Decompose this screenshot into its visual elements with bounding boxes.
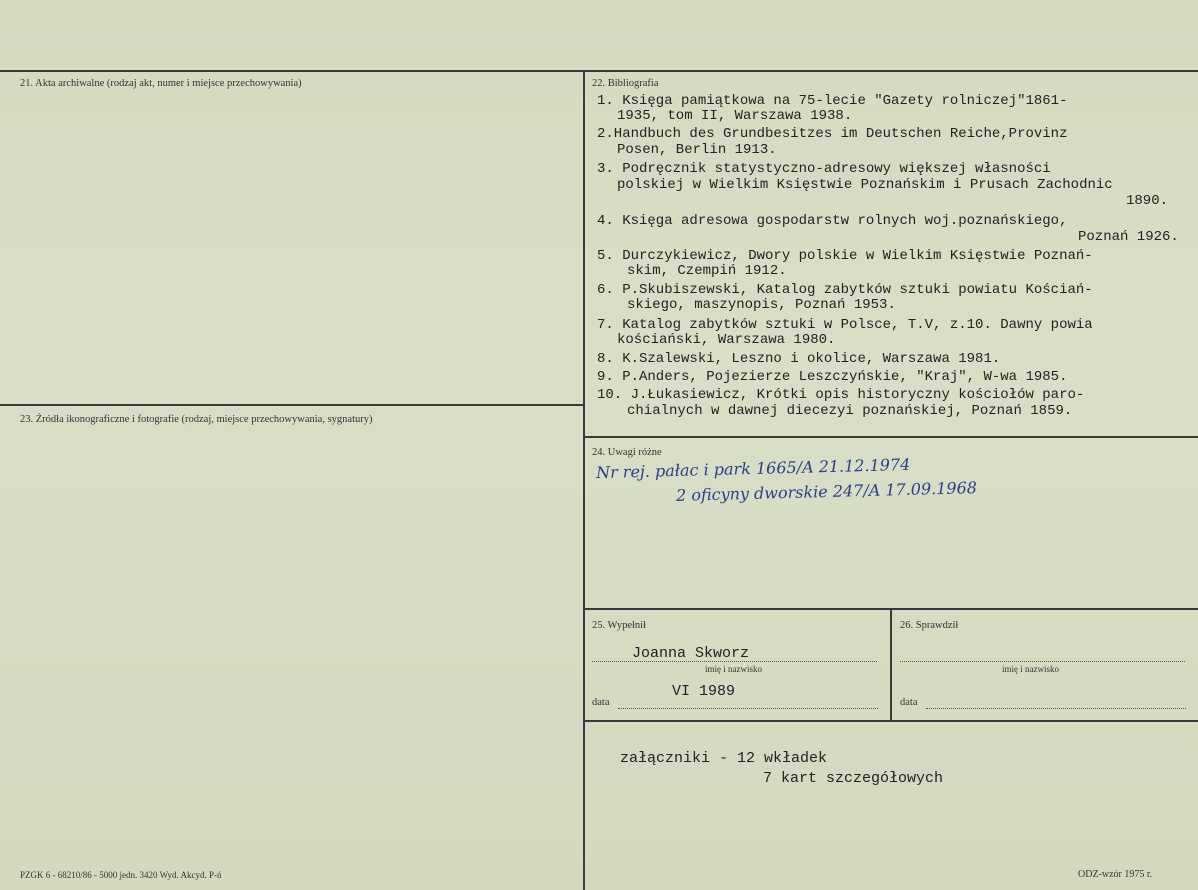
handwritten-note: 2 oficyny dworskie 247/A 17.09.1968 [675, 478, 978, 505]
rule-22-24 [583, 436, 1198, 438]
bib-line: 1935, tom II, Warszawa 1938. [617, 108, 853, 124]
name-caption: imię i nazwisko [705, 664, 762, 674]
divider-25-26 [890, 608, 892, 720]
section-26-label: 26. Sprawdził [900, 620, 959, 631]
date-dotted-line [618, 708, 878, 709]
bib-line: chialnych w dawnej diecezyi poznańskiej, Poznań 1859. [627, 403, 1073, 419]
attachments-line-1: załączniki - 12 wkładek [620, 750, 828, 767]
bib-line: 1890. [1126, 193, 1169, 209]
bib-line: 3. Podręcznik statystyczno-adresowy większej własności [597, 161, 1051, 177]
section-24-label: 24. Uwagi różne [592, 447, 662, 458]
handwritten-note: Nr rej. pałac i park 1665/A 21.12.1974 [595, 454, 911, 483]
bib-line: Posen, Berlin 1913. [617, 142, 777, 158]
bib-line: Poznań 1926. [1078, 229, 1179, 245]
top-rule [0, 70, 1198, 72]
attachments-line-2: 7 kart szczegółowych [763, 770, 944, 787]
footer-print-info: PZGK 6 - 68210/86 - 5000 jedn. 3420 Wyd. Akcyd. P-ń [20, 870, 222, 880]
bib-line: 6. P.Skubiszewski, Katalog zabytków sztuki powiatu Kościań- [597, 282, 1093, 298]
filled-date: VI 1989 [672, 683, 736, 700]
rule-21-23 [0, 404, 583, 406]
section-23-label: 23. Źródła ikonograficzne i fotografie (rodzaj, miejsce przechowywania, sygnatury) [20, 414, 373, 425]
name-dotted-line [592, 661, 877, 662]
checker-name-dotted-line [900, 661, 1185, 662]
bib-line: 7. Katalog zabytków sztuki w Polsce, T.V, z.10. Dawny powia [597, 317, 1093, 333]
bib-line: polskiej w Wielkim Księstwie Poznańskim i Prusach Zachodnic [617, 177, 1113, 193]
filled-by-name: Joanna Skworz [632, 645, 750, 662]
bib-line: 10. J.Łukasiewicz, Krótki opis historyczny kościołów paro- [597, 387, 1085, 403]
section-25-label: 25. Wypełnił [592, 620, 647, 631]
rule-25-attachments [583, 720, 1198, 722]
checker-date-label: data [900, 697, 918, 708]
section-22-label: 22. Bibliografia [592, 78, 659, 89]
bib-line: 8. K.Szalewski, Leszno i okolice, Warszawa 1981. [597, 351, 1001, 367]
bib-line: skim, Czempiń 1912. [627, 263, 787, 279]
center-divider [583, 70, 585, 890]
bib-line: 5. Durczykiewicz, Dwory polskie w Wielkim Księstwie Poznań- [597, 248, 1093, 264]
checker-date-dotted-line [926, 708, 1186, 709]
checker-name-caption: imię i nazwisko [1002, 664, 1059, 674]
bib-line: 9. P.Anders, Pojezierze Leszczyńskie, "Kraj", W-wa 1985. [597, 369, 1068, 385]
bib-line: 1. Księga pamiątkowa na 75-lecie "Gazety rolniczej"1861- [597, 93, 1068, 109]
section-21-label: 21. Akta archiwalne (rodzaj akt, numer i miejsce przechowywania) [20, 78, 302, 89]
date-label: data [592, 697, 610, 708]
bib-line: skiego, maszynopis, Poznań 1953. [627, 297, 896, 313]
footer-form-id: ODZ-wzór 1975 r. [1078, 869, 1153, 880]
bib-line: 4. Księga adresowa gospodarstw rolnych woj.poznańskiego, [597, 213, 1068, 229]
bib-line: 2.Handbuch des Grundbesitzes im Deutschen Reiche,Provinz [597, 126, 1068, 142]
bib-line: kościański, Warszawa 1980. [617, 332, 836, 348]
